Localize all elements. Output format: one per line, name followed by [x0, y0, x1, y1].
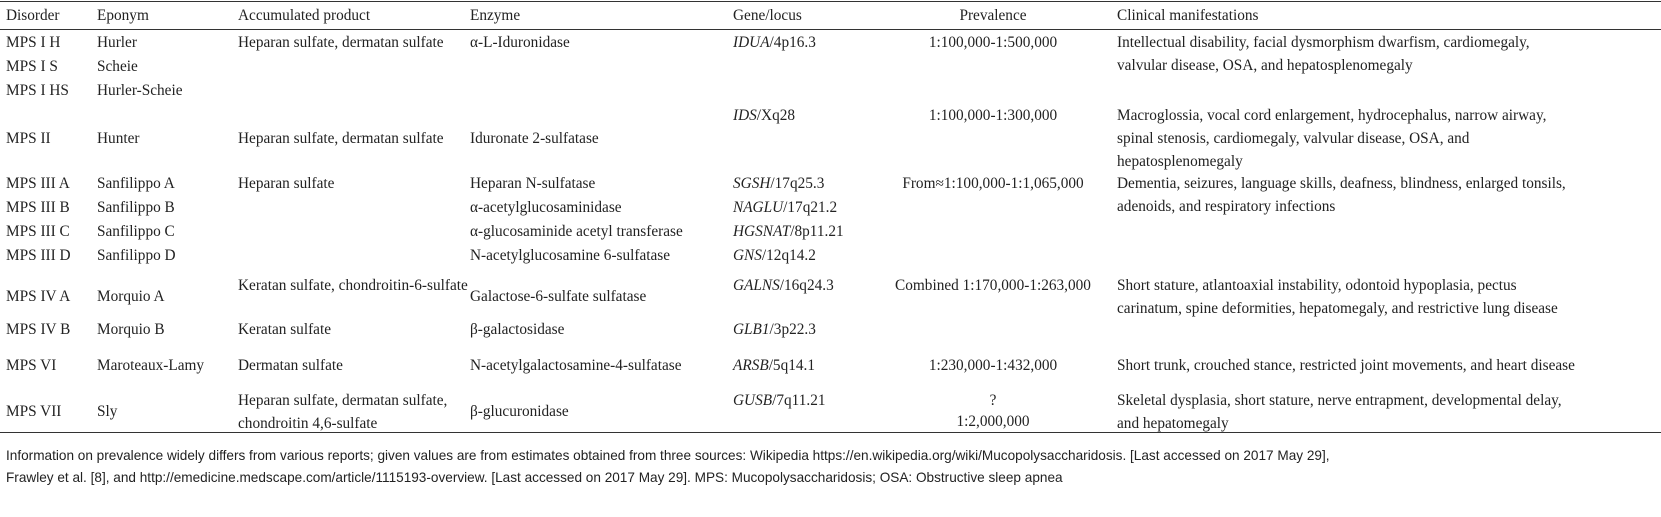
cell-gene	[733, 354, 815, 377]
gene-symbol: IDS	[733, 107, 757, 124]
gene-locus: /4p16.3	[769, 34, 816, 51]
gene-locus: /3p22.3	[769, 321, 816, 338]
cell-gene	[733, 318, 816, 341]
cell-disorder: MPS I S	[6, 58, 58, 75]
cell-prevalence: From≈1:100,000-1:1,065,000	[902, 175, 1084, 192]
header-gene: Gene/locus	[733, 7, 802, 24]
cell-enzyme: α-glucosaminide acetyl transferase	[470, 223, 683, 240]
cell-gene	[733, 274, 834, 297]
gene-symbol: IDUA	[733, 34, 770, 51]
cell-enzyme: Iduronate 2-sulfatase	[470, 130, 599, 147]
gene-locus: /12q14.2	[761, 247, 816, 264]
cell-product: Heparan sulfate, dermatan sulfate	[238, 34, 444, 51]
footnote-line: Frawley et al. [8], and http://emedicine.medscape.com/article/1115193-overview. [Last accessed on 2017 May 29]. MPS: Mucopolysaccharidosis; OSA: Obstructive sleep apnea	[6, 470, 1063, 485]
gene-locus: /8p11.21	[790, 223, 844, 240]
cell-eponym: Sanfilippo A	[97, 175, 175, 192]
cell-eponym: Scheie	[97, 58, 138, 75]
cell-enzyme: Heparan N-sulfatase	[470, 175, 596, 192]
cell-enzyme: β-galactosidase	[470, 321, 565, 338]
header-product: Accumulated product	[238, 7, 371, 24]
gene-locus: /17q25.3	[770, 175, 825, 192]
gene-locus: /5q14.1	[768, 357, 816, 374]
header-enzyme: Enzyme	[470, 7, 521, 24]
cell-disorder: MPS VI	[6, 357, 57, 374]
cell-enzyme: α-acetylglucosaminidase	[470, 199, 622, 216]
gene-locus: /17q21.2	[783, 199, 838, 216]
cell-disorder: MPS I H	[6, 34, 61, 51]
table-footnote	[6, 445, 1656, 489]
gene-symbol: GALNS	[733, 277, 780, 294]
cell-eponym: Sanfilippo C	[97, 223, 175, 240]
gene-symbol: GLB1	[733, 321, 770, 338]
cell-eponym: Sly	[97, 403, 118, 420]
cell-product: Heparan sulfate	[238, 175, 335, 192]
gene-symbol: HGSNAT	[733, 223, 791, 240]
cell-prevalence-question: ?	[989, 392, 997, 409]
gene-locus: /Xq28	[756, 107, 796, 124]
cell-product: Dermatan sulfate	[238, 357, 343, 374]
cell-prevalence: 1:230,000-1:432,000	[928, 357, 1058, 374]
cell-prevalence: 1:100,000-1:300,000	[928, 107, 1058, 124]
gene-symbol: GNS	[733, 247, 762, 264]
cell-product: Heparan sulfate, dermatan sulfate, chondroitin 4,6-sulfate	[238, 392, 448, 432]
gene-locus: /7q11.21	[772, 392, 826, 409]
cell-eponym: Hurler-Scheie	[97, 82, 183, 99]
header-rule	[0, 29, 1661, 30]
cell-eponym: Morquio A	[97, 288, 165, 305]
cell-eponym: Morquio B	[97, 321, 165, 338]
cell-gene	[733, 196, 837, 219]
cell-clinical: Macroglossia, vocal cord enlargement, hydrocephalus, narrow airway, spinal stenosis, cardiomegaly, valvular disease, OSA, and hepatosplenomegaly	[1117, 107, 1547, 170]
cell-enzyme: Galactose-6-sulfate sulfatase	[470, 288, 647, 305]
cell-disorder: MPS IV B	[6, 321, 71, 338]
cell-gene	[733, 172, 824, 195]
cell-disorder: MPS VII	[6, 403, 62, 420]
cell-clinical: Intellectual disability, facial dysmorphism dwarfism, cardiomegaly, valvular disease, OSA, and hepatosplenomegaly	[1117, 34, 1530, 74]
footnote-line: Information on prevalence widely differs from various reports; given values are from estimates obtained from three sources: Wikipedia https://en.wikipedia.org/wiki/Mucopolysaccharidosis. [Last accessed on 2017 May 29],	[6, 448, 1330, 463]
cell-disorder: MPS III D	[6, 247, 71, 264]
cell-disorder: MPS II	[6, 130, 51, 147]
header-disorder: Disorder	[6, 7, 60, 24]
cell-enzyme: α-L-Iduronidase	[470, 34, 570, 51]
header-prevalence: Prevalence	[959, 7, 1027, 24]
cell-gene	[733, 389, 826, 412]
cell-disorder: MPS IV A	[6, 288, 71, 305]
cell-eponym: Maroteaux-Lamy	[97, 357, 205, 374]
cell-prevalence: 1:2,000,000	[956, 413, 1030, 430]
cell-clinical: Short stature, atlantoaxial instability, odontoid hypoplasia, pectus carinatum, spine deformities, hepatomegaly, and restrictive lung disease	[1117, 277, 1558, 317]
cell-gene	[733, 220, 844, 243]
cell-enzyme: N-acetylgalactosamine-4-sulfatase	[470, 357, 682, 374]
cell-enzyme: β-glucuronidase	[470, 403, 569, 420]
cell-product: Heparan sulfate, dermatan sulfate	[238, 130, 444, 147]
cell-product: Keratan sulfate, chondroitin-6-sulfate	[238, 277, 468, 294]
cell-clinical: Skeletal dysplasia, short stature, nerve entrapment, developmental delay, and hepatomegaly	[1117, 392, 1562, 432]
cell-gene	[733, 244, 816, 267]
header-clinical: Clinical manifestations	[1117, 7, 1259, 24]
cell-disorder: MPS I HS	[6, 82, 69, 99]
cell-eponym: Hunter	[97, 130, 140, 147]
cell-gene	[733, 31, 816, 54]
cell-prevalence: Combined 1:170,000-1:263,000	[895, 277, 1091, 294]
header-eponym: Eponym	[97, 7, 149, 24]
cell-prevalence: 1:100,000-1:500,000	[928, 34, 1058, 51]
cell-clinical: Short trunk, crouched stance, restricted joint movements, and heart disease	[1117, 357, 1575, 374]
cell-eponym: Sanfilippo D	[97, 247, 176, 264]
gene-symbol: NAGLU	[733, 199, 784, 216]
cell-product: Keratan sulfate	[238, 321, 332, 338]
cell-gene	[733, 104, 795, 127]
cell-disorder: MPS III C	[6, 223, 70, 240]
cell-eponym: Hurler	[97, 34, 137, 51]
top-rule	[0, 1, 1661, 2]
cell-disorder: MPS III B	[6, 199, 70, 216]
gene-symbol: SGSH	[733, 175, 771, 192]
cell-enzyme: N-acetylglucosamine 6-sulfatase	[470, 247, 671, 264]
gene-symbol: GUSB	[733, 392, 773, 409]
gene-symbol: ARSB	[733, 357, 769, 374]
gene-locus: /16q24.3	[779, 277, 834, 294]
cell-clinical: Dementia, seizures, language skills, deafness, blindness, enlarged tonsils, adenoids, and respiratory infections	[1117, 175, 1566, 215]
cell-eponym: Sanfilippo B	[97, 199, 175, 216]
cell-disorder: MPS III A	[6, 175, 70, 192]
